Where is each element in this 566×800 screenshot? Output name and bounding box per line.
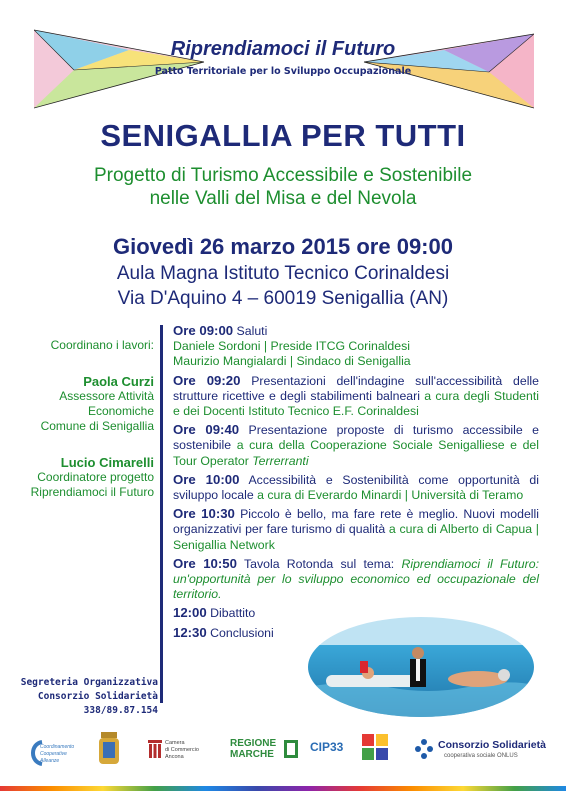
program-item bbox=[173, 556, 539, 603]
coordinator-role: Assessore Attività bbox=[59, 389, 154, 403]
program-text: Saluti bbox=[236, 324, 268, 338]
coop-logo-text: Alleanze bbox=[40, 758, 60, 764]
place-line-1: Aula Magna Istituto Tecnico Corinaldesi bbox=[116, 263, 450, 284]
regione-logo-text: MARCHE bbox=[230, 749, 274, 760]
coat-of-arms-icon bbox=[96, 732, 122, 768]
event-place bbox=[0, 261, 566, 311]
program-speaker: a cura di Everardo Minardi | Università di Teramo bbox=[257, 488, 524, 503]
camera-logo-text: Camera bbox=[165, 740, 185, 746]
event-date: Giovedì 26 marzo 2015 ore 09:00 bbox=[113, 234, 453, 259]
brand-title: Riprendiamoci il Futuro bbox=[170, 38, 396, 60]
program-item bbox=[173, 323, 539, 370]
regione-marche-logo bbox=[230, 738, 300, 760]
coop-logo-text: Cooperative bbox=[40, 751, 67, 757]
program-speaker: Maurizio Mangialardi | Sindaco di Senigallia bbox=[173, 354, 411, 369]
coordinator-role: Coordinatore progetto bbox=[37, 470, 154, 484]
program-text: Piccolo è bello, ma fare rete è meglio. Nuovi modelli organizzativi per fare turismo di qualità bbox=[173, 507, 539, 537]
regione-emblem-icon bbox=[284, 740, 298, 758]
program-time: Ore 09:40 bbox=[173, 422, 240, 438]
cip-logo: CIP33 bbox=[310, 740, 344, 754]
page-title: SENIGALLIA PER TUTTI bbox=[100, 118, 466, 153]
program-text: Presentazione proposte di turismo accessibile e sostenibile bbox=[173, 423, 539, 453]
program-time: 12:00 bbox=[173, 605, 207, 621]
program-item bbox=[173, 506, 539, 553]
camera-logo-text: Ancona bbox=[165, 754, 184, 760]
secretary-line: Consorzio Solidarietà bbox=[37, 691, 158, 702]
program-item bbox=[173, 472, 539, 503]
coordinator-role: Comune di Senigallia bbox=[40, 419, 154, 433]
consorzio-name: Consorzio Solidarietà bbox=[438, 739, 546, 751]
camera-building-icon bbox=[148, 740, 162, 760]
puzzle-logo-icon bbox=[360, 732, 392, 766]
program-speaker: Daniele Sordoni | Preside ITCG Corinaldesi bbox=[173, 339, 410, 354]
subtitle-line-1: Progetto di Turismo Accessibile e Sostenibile bbox=[93, 165, 473, 186]
coordinators-label: Coordinano i lavori: bbox=[50, 338, 154, 352]
program-time: Ore 10:00 bbox=[173, 471, 240, 487]
column-divider bbox=[160, 325, 163, 703]
secretary-line: Segreteria Organizzativa bbox=[20, 677, 158, 688]
program bbox=[173, 323, 539, 644]
rainbow-bar bbox=[0, 786, 566, 791]
coordinator-role: Economiche bbox=[87, 404, 154, 418]
regione-logo-text: REGIONE bbox=[230, 738, 277, 749]
camera-logo-text: di Commercio bbox=[165, 747, 199, 753]
program-text: Tavola Rotonda sul tema: bbox=[243, 556, 395, 571]
coordinator-name: Lucio Cimarelli bbox=[60, 455, 154, 470]
program-topic: Riprendiamoci il Futuro: un'opportunità per lo sviluppo economico ed occupazionale del territorio. bbox=[173, 556, 539, 602]
program-item bbox=[173, 373, 539, 420]
consorzio-dots-icon bbox=[414, 738, 434, 760]
subtitle-line-2: nelle Valli del Misa e del Nevola bbox=[149, 188, 417, 209]
secretary-info bbox=[14, 676, 158, 718]
program-speaker: a cura degli Studenti e dei Docenti Istituto Tecnico E.F. Corinaldesi bbox=[173, 388, 539, 419]
coordinator-role: Riprendiamoci il Futuro bbox=[30, 485, 154, 499]
coop-logo-text: Coordinamento bbox=[40, 744, 75, 750]
program-text: Conclusioni bbox=[210, 625, 274, 640]
coordinators bbox=[20, 338, 154, 500]
place-line-2: Via D'Aquino 4 – 60019 Senigallia (AN) bbox=[117, 288, 449, 309]
secretary-phone: 338/89.87.154 bbox=[83, 705, 158, 716]
program-time: Ore 10:50 bbox=[173, 555, 237, 571]
program-item bbox=[173, 422, 539, 469]
consorzio-tagline: cooperativa sociale ONLUS bbox=[444, 753, 518, 759]
sponsor-logos bbox=[0, 730, 566, 780]
program-speaker: a cura della Cooperazione Sociale Senigalliese e del Tour Operator bbox=[173, 438, 539, 468]
coordinator-name: Paola Curzi bbox=[83, 374, 154, 389]
subtitle bbox=[0, 164, 566, 210]
program-time: Ore 09:00 bbox=[173, 323, 234, 338]
program-speaker-italic: Terrerranti bbox=[252, 453, 309, 468]
program-text: Accessibilità e Sostenibilità come opportunità di sviluppo locale bbox=[173, 472, 539, 503]
program-text: Presentazioni dell'indagine sull'accessibilità delle strutture ricettive e degli stabilimenti balneari bbox=[173, 373, 539, 403]
beach-photo bbox=[308, 617, 534, 717]
program-time: Ore 09:20 bbox=[173, 372, 241, 388]
brand-subtitle: Patto Territoriale per lo Sviluppo Occupazionale bbox=[154, 66, 412, 77]
program-text: Dibattito bbox=[210, 606, 256, 621]
program-speaker: a cura di Alberto di Capua | Senigallia Network bbox=[173, 522, 539, 552]
program-time: Ore 10:30 bbox=[173, 506, 235, 522]
program-time: 12:30 bbox=[173, 624, 207, 640]
